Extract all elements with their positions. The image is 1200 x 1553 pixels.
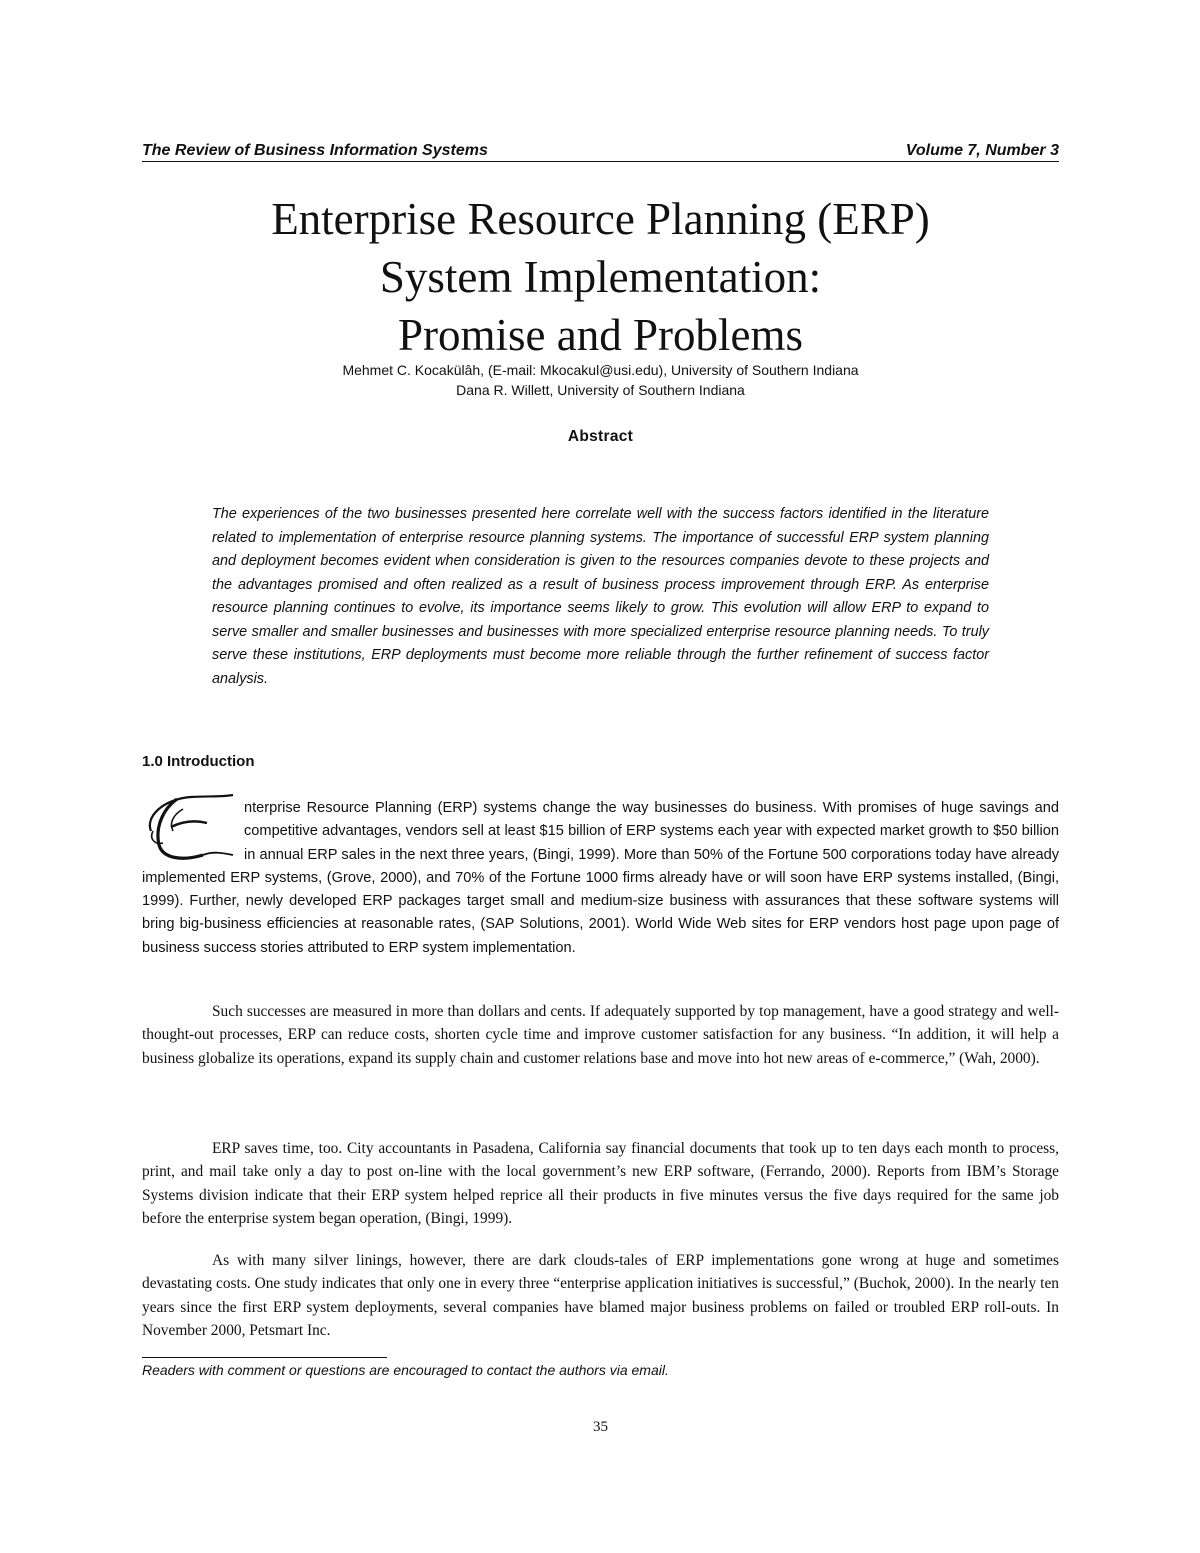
intro-paragraph-3: ERP saves time, too. City accountants in Pasadena, California say financial documents that took up to ten days each month to process, print, and mail take only a day to post on-line with the local government’s new ERP software, (Ferrando, 2000). Reports from IBM’s Storage Systems division indicate that their ERP system helped reprice all their products in five minutes versus the five days required for the same job before the enterprise system began operation, (Bingi, 1999).	[142, 1140, 1059, 1227]
abstract-text: The experiences of the two businesses presented here correlate well with the success factors identified in the literature related to implementation of enterprise resource planning systems. The importance of successful ERP system planning and deployment becomes evident when consideration is given to the resources companies devote to these projects and the advantages promised and often realized as a result of business process improvement through ERP. As enterprise resource planning continues to evolve, its importance seems likely to grow. This evolution will allow ERP to expand to serve smaller and smaller businesses and businesses with more specialized enterprise resource planning needs. To truly serve these institutions, ERP deployments must become more reliable through the further refinement of success factor analysis.	[212, 506, 989, 687]
author-1: Mehmet C. Kocakülâh, (E-mail: Mkocakul@usi.edu), University of Southern Indiana	[342, 362, 859, 378]
intro-paragraph-1-text: nterprise Resource Planning (ERP) systems change the way businesses do business. With promises of huge savings and competitive advantages, vendors sell at least $15 billion of ERP systems each year with expected market growth to $50 billion in annual ERP sales in the next three years, (Bingi, 1999). More than 50% of the Fortune 500 corporations today have already implemented ERP systems, (Grove, 2000), and 70% of the Fortune 1000 firms already have or will soon have ERP systems installed, (Bingi, 1999). Further, newly developed ERP packages target small and medium-size business with assurances that these software systems will bring big-business efficiencies at reasonable rates, (SAP Solutions, 2001). World Wide Web sites for ERP vendors host page upon page of business success stories attributed to ERP system implementation.	[142, 800, 1059, 956]
intro-paragraph-1	[142, 797, 1059, 960]
title-line-2: System Implementation:	[379, 252, 822, 302]
volume-number: Volume 7, Number 3	[905, 142, 1059, 159]
paper-title	[142, 190, 1059, 364]
footnote: Readers with comment or questions are encouraged to contact the authors via email.	[142, 1362, 669, 1378]
dropcap-spacer	[142, 797, 244, 863]
running-header	[142, 142, 1059, 162]
intro-paragraph-4: As with many silver linings, however, there are dark clouds-tales of ERP implementations gone wrong at huge and sometimes devastating costs. One study indicates that only one in every three “enterprise application initiatives is successful,” (Buchok, 2000). In the nearly ten years since the first ERP system deployments, several companies have blamed major business problems on failed or troubled ERP roll-outs. In November 2000, Petsmart Inc.	[142, 1252, 1059, 1339]
author-2: Dana R. Willett, University of Southern Indiana	[456, 382, 745, 398]
footnote-divider	[142, 1357, 387, 1358]
journal-name: The Review of Business Information Systems	[142, 142, 488, 159]
title-line-1: Enterprise Resource Planning (ERP)	[271, 194, 930, 244]
title-line-3: Promise and Problems	[398, 310, 803, 360]
section-heading-introduction: 1.0 Introduction	[142, 753, 255, 770]
author-block	[142, 360, 1059, 400]
intro-paragraph-2: Such successes are measured in more than dollars and cents. If adequately supported by top management, have a good strategy and well-thought-out processes, ERP can reduce costs, shorten cycle time and improve customer satisfaction for any business. “In addition, it will help a business globalize its operations, expand its supply chain and customer relations base and move into hot new areas of e-commerce,” (Wah, 2000).	[142, 1003, 1059, 1067]
abstract-heading: Abstract	[567, 428, 634, 445]
page-number: 35	[593, 1419, 608, 1435]
